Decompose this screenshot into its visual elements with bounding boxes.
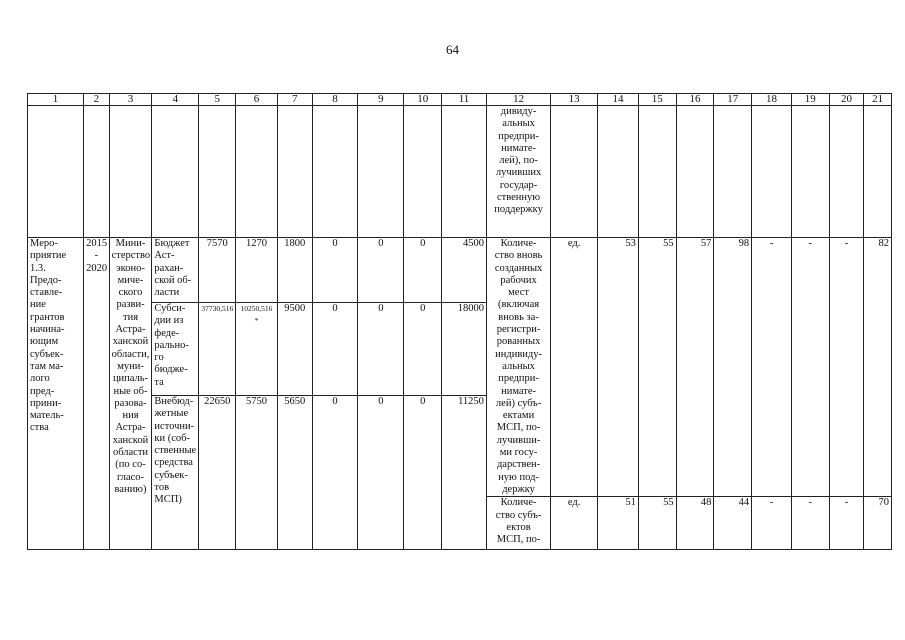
col-header-2: 2 bbox=[84, 94, 110, 106]
col-header-16: 16 bbox=[676, 94, 714, 106]
col-header-10: 10 bbox=[404, 94, 442, 106]
indicator-value: 55 bbox=[638, 238, 676, 497]
funding-value: 9500 bbox=[277, 303, 312, 396]
funding-value: 1270 bbox=[236, 238, 278, 303]
indicator-value: - bbox=[829, 497, 864, 550]
col-header-3: 3 bbox=[109, 94, 152, 106]
funding-value: 0 bbox=[358, 238, 404, 303]
funding-value: 0 bbox=[404, 238, 442, 303]
col-header-11: 11 bbox=[442, 94, 487, 106]
funding-source: Субси- дии из феде- рально- го бюдже- та bbox=[152, 303, 199, 396]
funding-value: 5650 bbox=[277, 396, 312, 550]
funding-source: Бюджет Аст- рахан- ской об- ласти bbox=[152, 238, 199, 303]
funding-value: 5750 bbox=[236, 396, 278, 550]
funding-value: 7570 bbox=[199, 238, 236, 303]
col-header-4: 4 bbox=[152, 94, 199, 106]
indicator-name: Количе- ство вновь созданных рабочих мест (включая вновь за- регистри- рованных индивиду- альных предпри- нимате- лей) субъ- ектами МСП, по- лучивши- ми госу- дарствен- ную под- держку bbox=[486, 238, 550, 497]
funding-source: Внебюд- жетные источни- ки (соб- ственные средства субъек- тов МСП) bbox=[152, 396, 199, 550]
continued-indicator-text: дивиду- альных предпри- нимате- лей), по- лучивших государ- ственную поддержку bbox=[486, 106, 550, 238]
col-header-12: 12 bbox=[486, 94, 550, 106]
funding-value: 0 bbox=[404, 303, 442, 396]
indicator-value: 55 bbox=[638, 497, 676, 550]
col-header-1: 1 bbox=[28, 94, 84, 106]
indicator-name: Количе- ство субъ- ектов МСП, по- bbox=[486, 497, 550, 550]
indicator-value: 70 bbox=[864, 497, 892, 550]
col-header-18: 18 bbox=[752, 94, 792, 106]
col-header-17: 17 bbox=[714, 94, 752, 106]
indicator-value: - bbox=[829, 238, 864, 497]
indicator-value: 53 bbox=[598, 238, 639, 497]
funding-value: 0 bbox=[312, 238, 358, 303]
funding-value: 18000 bbox=[442, 303, 487, 396]
col-header-8: 8 bbox=[312, 94, 358, 106]
funding-value: 0 bbox=[404, 396, 442, 550]
event-period: 2015 - 2020 bbox=[84, 238, 110, 550]
col-header-13: 13 bbox=[551, 94, 598, 106]
funding-value: 0 bbox=[358, 303, 404, 396]
col-header-19: 19 bbox=[791, 94, 829, 106]
indicator-value: 57 bbox=[676, 238, 714, 497]
funding-value: 0 bbox=[312, 396, 358, 550]
indicator-value: - bbox=[752, 497, 792, 550]
col-header-7: 7 bbox=[277, 94, 312, 106]
indicator-unit: ед. bbox=[551, 238, 598, 497]
indicator-value: - bbox=[752, 238, 792, 497]
col-header-6: 6 bbox=[236, 94, 278, 106]
indicator-value: 44 bbox=[714, 497, 752, 550]
indicator-value: - bbox=[791, 497, 829, 550]
funding-value: 0 bbox=[358, 396, 404, 550]
indicator-value: 48 bbox=[676, 497, 714, 550]
funding-value: 11250 bbox=[442, 396, 487, 550]
funding-row bbox=[28, 238, 892, 303]
funding-value: 4500 bbox=[442, 238, 487, 303]
funding-value: 37730,516 bbox=[199, 303, 236, 396]
column-number-row bbox=[28, 94, 892, 106]
indicator-value: 98 bbox=[714, 238, 752, 497]
col-header-20: 20 bbox=[829, 94, 864, 106]
col-header-9: 9 bbox=[358, 94, 404, 106]
indicator-value: 82 bbox=[864, 238, 892, 497]
funding-value: 0 bbox=[312, 303, 358, 396]
col-header-15: 15 bbox=[638, 94, 676, 106]
indicator-value: 51 bbox=[598, 497, 639, 550]
event-name: Меро- приятие 1.3. Предо- ставле- ние грантов начина- ющим субъек- там ма- лого пред- прини- матель- ства bbox=[28, 238, 84, 550]
continuation-row bbox=[28, 106, 892, 238]
col-header-21: 21 bbox=[864, 94, 892, 106]
program-table bbox=[27, 93, 892, 550]
indicator-value: - bbox=[791, 238, 829, 497]
event-executor: Мини- стерство эконо- миче- ского разви- тия Астра- ханской области, муни- ципаль- ные об- разова- ния Астра- ханской области (по со- гласо- ванию) bbox=[109, 238, 152, 550]
funding-value: 22650 bbox=[199, 396, 236, 550]
funding-value: 1800 bbox=[277, 238, 312, 303]
col-header-5: 5 bbox=[199, 94, 236, 106]
funding-value: 10250,516 * bbox=[236, 303, 278, 396]
col-header-14: 14 bbox=[598, 94, 639, 106]
indicator-unit: ед. bbox=[551, 497, 598, 550]
page-number: 64 bbox=[446, 42, 459, 57]
